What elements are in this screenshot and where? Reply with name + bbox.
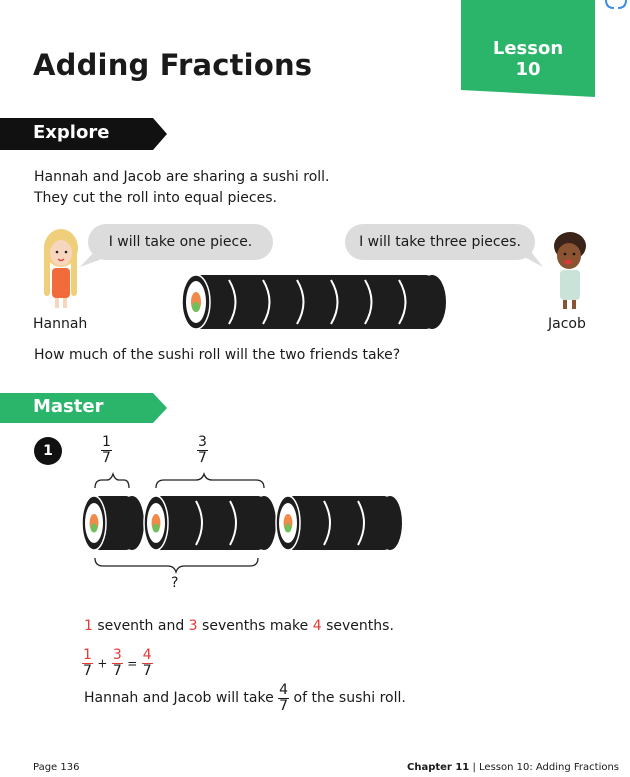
eq-f3-den: 7 [142,663,152,679]
master-sentence [84,616,394,637]
sentence-num-b: 3 [188,618,198,634]
brace2-den: 7 [198,450,207,466]
explore-line-1: Hannah and Jacob are sharing a sushi roll. [34,169,330,185]
jacob-illustration [548,228,592,310]
hannah-illustration [40,228,84,310]
footer-separator: | [472,762,476,773]
eq-equals: = [127,656,138,671]
explore-heading: Explore [33,122,110,143]
brace1-num: 1 [102,434,111,450]
sentence-num-c: 4 [312,618,322,634]
sentence-word-c: sevenths. [326,618,394,634]
lesson-word: Lesson [492,38,564,59]
sushi-roll-piece-1 [82,496,144,550]
answer-after: of the sushi roll. [293,690,406,706]
page-number: Page 136 [33,762,80,773]
sentence-word-a: seventh and [97,618,185,634]
footer-lesson-label: Lesson 10: Adding Fractions [479,762,620,773]
sentence-num-a: 1 [84,618,93,634]
eq-plus: + [97,656,108,671]
eq-f2-den: 7 [112,663,122,679]
eq-f1-num: 1 [83,647,92,663]
sushi-roll-pieces-3 [144,496,276,550]
brace1-den: 7 [102,450,111,466]
jacob-name: Jacob [548,316,586,332]
explore-question: How much of the sushi roll will the two friends take? [34,347,401,363]
expand-icon[interactable] [600,0,630,14]
lesson-label [461,38,595,80]
bottom-brace [95,558,258,572]
answer-den: 7 [279,698,289,714]
brace-total-question: ? [171,575,179,591]
brace2-num: 3 [198,434,207,450]
eq-f2-num: 3 [112,647,122,663]
sushi-roll-whole [182,274,448,330]
question-number-badge: 1 [34,437,62,465]
lesson-number: 10 [515,59,541,80]
explore-line-2: They cut the roll into equal pieces. [34,190,277,206]
answer-sentence [84,683,406,714]
hannah-name: Hannah [33,316,88,332]
top-brace-1 [95,474,129,488]
answer-before: Hannah and Jacob will take [84,690,274,706]
hannah-speech: I will take one piece. [108,234,253,250]
sentence-word-b: sevenths make [202,618,309,634]
brace-fraction-2 [197,435,208,466]
jacob-speech: I will take three pieces. [359,234,521,250]
answer-num: 4 [279,682,289,698]
fraction-equation [82,648,153,679]
eq-f3-num: 4 [142,647,152,663]
page-title: Adding Fractions [33,48,313,82]
master-heading: Master [33,396,104,417]
eq-f1-den: 7 [83,663,92,679]
sushi-roll-remaining [276,496,402,550]
top-brace-2 [156,474,264,488]
footer-chapter [407,762,619,773]
brace-fraction-1 [101,435,112,466]
footer-chapter-label: Chapter 11 [407,762,470,773]
sushi-diagram [80,468,410,583]
